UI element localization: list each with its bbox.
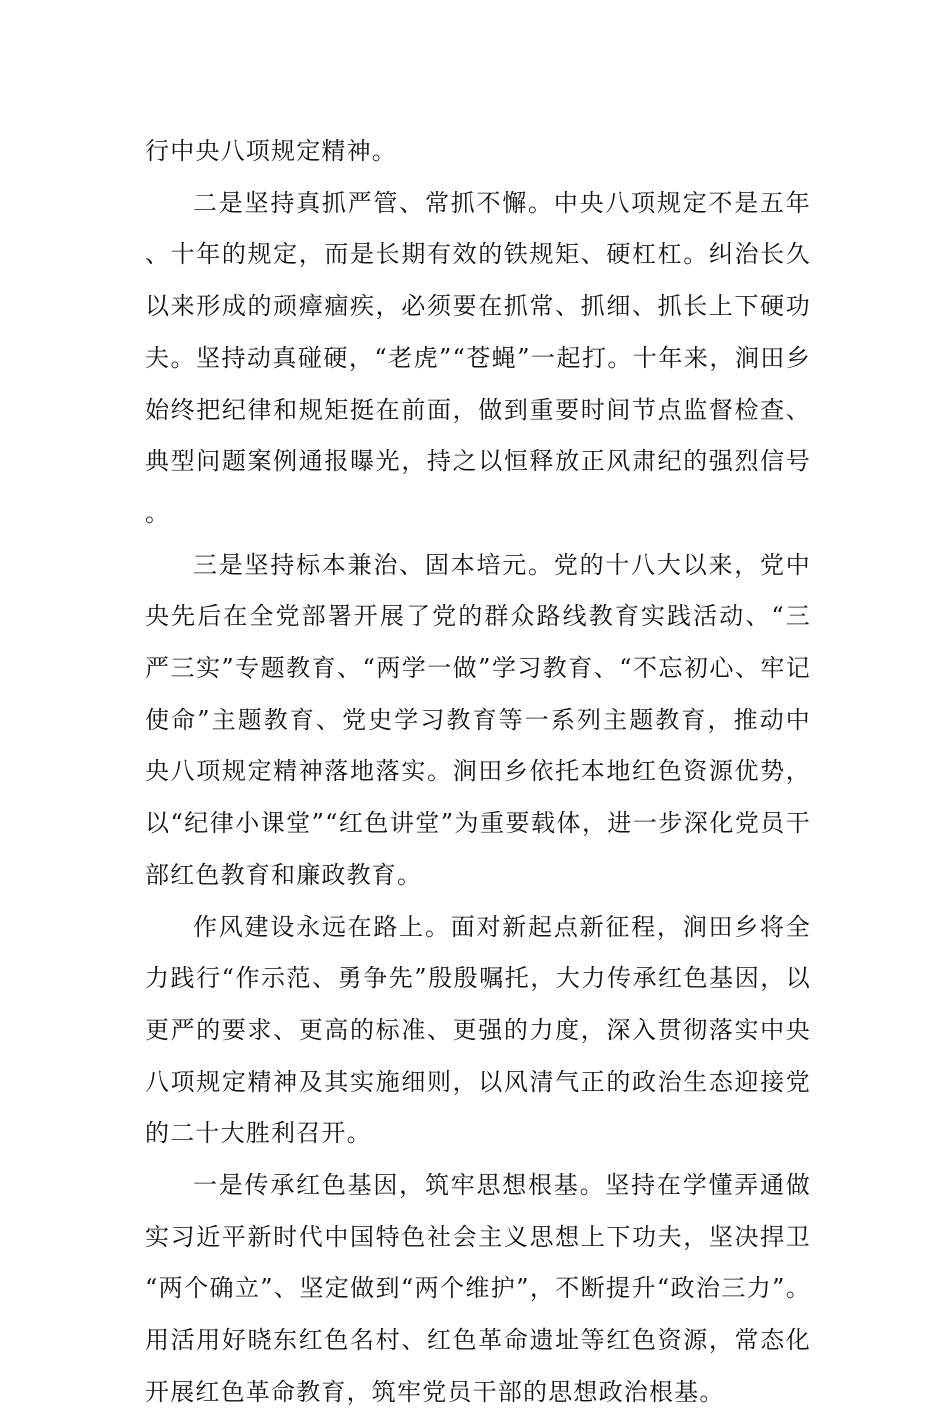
paragraph-root-and-branch: 三是坚持标本兼治、固本培元。党的十八大以来，党中央先后在全党部署开展了党的群众路线教育实践活动、“三严三实”专题教育、“两学一做”学习教育、“不忘初心、牢记使命”主题教育、党史学习教育等一系列主题教育，推动中央八项规定精神落地落实。涧田乡依托本地红色资源优势，以“纪律小课堂”“红色讲堂”为重要载体，进一步深化党员干部红色教育和廉政教育。 (145, 550, 811, 889)
paragraph-red-gene: 一是传承红色基因，筑牢思想根基。坚持在学懂弄通做实习近平新时代中国特色社会主义思想上下功夫，坚决捍卫“两个确立”、坚定做到“两个维护”，不断提升“政治三力”。用活用好晓东红色名村、红色革命遗址等红色资源，常态化开展红色革命教育，筑牢党员干部的思想政治根基。 (145, 1171, 811, 1406)
document-page (145, 126, 811, 1419)
paragraph-continuation: 行中央八项规定精神。 (145, 137, 397, 165)
paragraph-strict-management: 二是坚持真抓严管、常抓不懈。中央八项规定不是五年、十年的规定，而是长期有效的铁规矩、硬杠杠。纠治长久以来形成的顽瘴痼疾，必须要在抓常、抓细、抓长上下硬功夫。坚持动真碰硬，“老虎”“苍蝇”一起打。十年来，涧田乡始终把纪律和规矩挺在前面，做到重要时间节点监督检查、典型问题案例通报曝光，持之以恒释放正风肃纪的强烈信号。 (145, 188, 811, 527)
paragraph-work-style: 作风建设永远在路上。面对新起点新征程，涧田乡将全力践行“作示范、勇争先”殷殷嘱托，大力传承红色基因，以更严的要求、更高的标准、更强的力度，深入贯彻落实中央八项规定精神及其实施细则，以风清气正的政治生态迎接党的二十大胜利召开。 (145, 912, 811, 1148)
